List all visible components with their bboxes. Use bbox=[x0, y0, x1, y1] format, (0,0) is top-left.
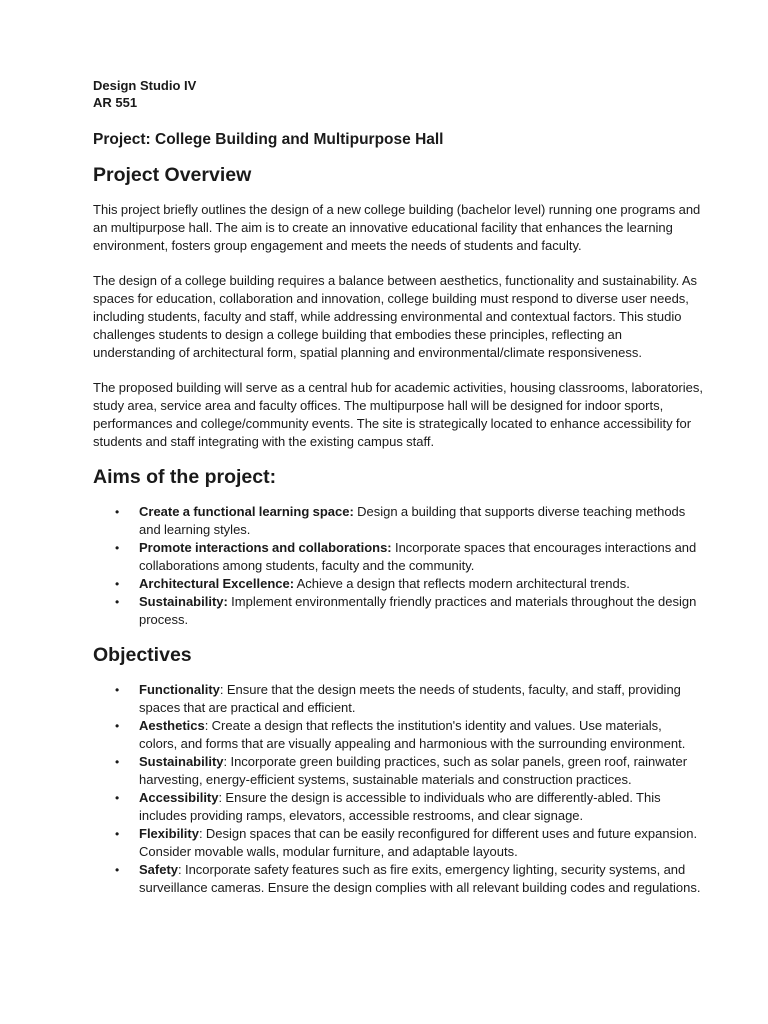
aim-item bbox=[93, 593, 703, 629]
course-name: Design Studio IV bbox=[93, 78, 197, 93]
aim-item bbox=[93, 539, 703, 575]
overview-heading: Project Overview bbox=[93, 164, 252, 186]
aim-item bbox=[93, 575, 703, 593]
bullet-icon: • bbox=[115, 541, 120, 555]
objective-term: Functionality bbox=[139, 682, 220, 697]
objective-item bbox=[93, 681, 703, 717]
aim-term: Promote interactions and collaborations: bbox=[139, 540, 392, 555]
objective-term: Safety bbox=[139, 862, 179, 877]
aim-term: Create a functional learning space: bbox=[139, 504, 354, 519]
objective-text: : Incorporate green building practices, such as solar panels, green roof, rainwater harvesting, energy-efficient systems, sustainable materials and construction practices. bbox=[139, 754, 688, 787]
objective-item bbox=[93, 825, 703, 861]
objective-term: Flexibility bbox=[139, 826, 199, 841]
project-title: Project: College Building and Multipurpose Hall bbox=[93, 131, 444, 148]
aim-term: Sustainability: bbox=[139, 594, 228, 609]
document-page bbox=[93, 77, 703, 897]
course-code: AR 551 bbox=[93, 95, 138, 110]
objective-text: : Ensure the design is accessible to individuals who are differently-abled. This includes providing ramps, elevators, accessible restrooms, and clear signage. bbox=[139, 790, 661, 823]
aim-item bbox=[93, 503, 703, 539]
objective-item bbox=[93, 753, 703, 789]
objective-term: Accessibility bbox=[139, 790, 219, 805]
bullet-icon: • bbox=[115, 683, 120, 697]
objective-term: Aesthetics bbox=[139, 718, 205, 733]
objective-text: : Incorporate safety features such as fire exits, emergency lighting, security systems, and surveillance cameras. Ensure the design complies with all relevant building codes and regulations. bbox=[139, 862, 701, 895]
objectives-heading: Objectives bbox=[93, 644, 192, 666]
bullet-icon: • bbox=[115, 719, 120, 733]
objectives-list bbox=[93, 681, 703, 897]
aim-text: Achieve a design that reflects modern architectural trends. bbox=[294, 576, 630, 591]
bullet-icon: • bbox=[115, 577, 120, 591]
bullet-icon: • bbox=[115, 827, 120, 841]
aim-text: Incorporate spaces that encourages interactions and collaborations among students, faculty and the community. bbox=[139, 540, 697, 573]
bullet-icon: • bbox=[115, 791, 120, 805]
objective-term: Sustainability bbox=[139, 754, 224, 769]
aims-list bbox=[93, 503, 703, 629]
aim-term: Architectural Excellence: bbox=[139, 576, 295, 591]
overview-paragraph-2: The design of a college building requires a balance between aesthetics, functionality and sustainability. As spaces for education, collaboration and innovation, college building must respond to diverse user needs, including students, faculty and staff, while addressing environmental and contextual factors. This studio challenges students to design a college building that embodies these principles, reflecting an understanding of architectural form, spatial planning and environmental/climate responsiveness. bbox=[93, 273, 698, 360]
bullet-icon: • bbox=[115, 505, 120, 519]
bullet-icon: • bbox=[115, 595, 120, 609]
objective-item bbox=[93, 861, 703, 897]
objective-text: : Create a design that reflects the institution's identity and values. Use materials, colors, and forms that are visually appealing and harmonious with the surrounding environment. bbox=[139, 718, 686, 751]
objective-item bbox=[93, 789, 703, 825]
aims-heading: Aims of the project: bbox=[93, 466, 277, 488]
overview-paragraph-3: The proposed building will serve as a central hub for academic activities, housing classrooms, laboratories, study area, service area and faculty offices. The multipurpose hall will be designed for indoor sports, performances and college/community events. The site is strategically located to enhance accessibility for students and staff integrating with the existing campus staff. bbox=[93, 380, 703, 449]
overview-paragraph-1: This project briefly outlines the design of a new college building (bachelor level) running one programs and an multipurpose hall. The aim is to create an innovative educational facility that enhances the learning environment, fosters group engagement and meets the needs of students and faculty. bbox=[93, 202, 701, 253]
aim-text: Implement environmentally friendly practices and materials throughout the design process. bbox=[139, 594, 697, 627]
objective-text: : Ensure that the design meets the needs of students, faculty, and staff, providing spaces that are practical and efficient. bbox=[139, 682, 681, 715]
objective-item bbox=[93, 717, 703, 753]
bullet-icon: • bbox=[115, 863, 120, 877]
bullet-icon: • bbox=[115, 755, 120, 769]
aim-text: Design a building that supports diverse teaching methods and learning styles. bbox=[139, 504, 686, 537]
objective-text: : Design spaces that can be easily reconfigured for different uses and future expansion. Consider movable walls, modular furniture, and adaptable layouts. bbox=[139, 826, 698, 859]
